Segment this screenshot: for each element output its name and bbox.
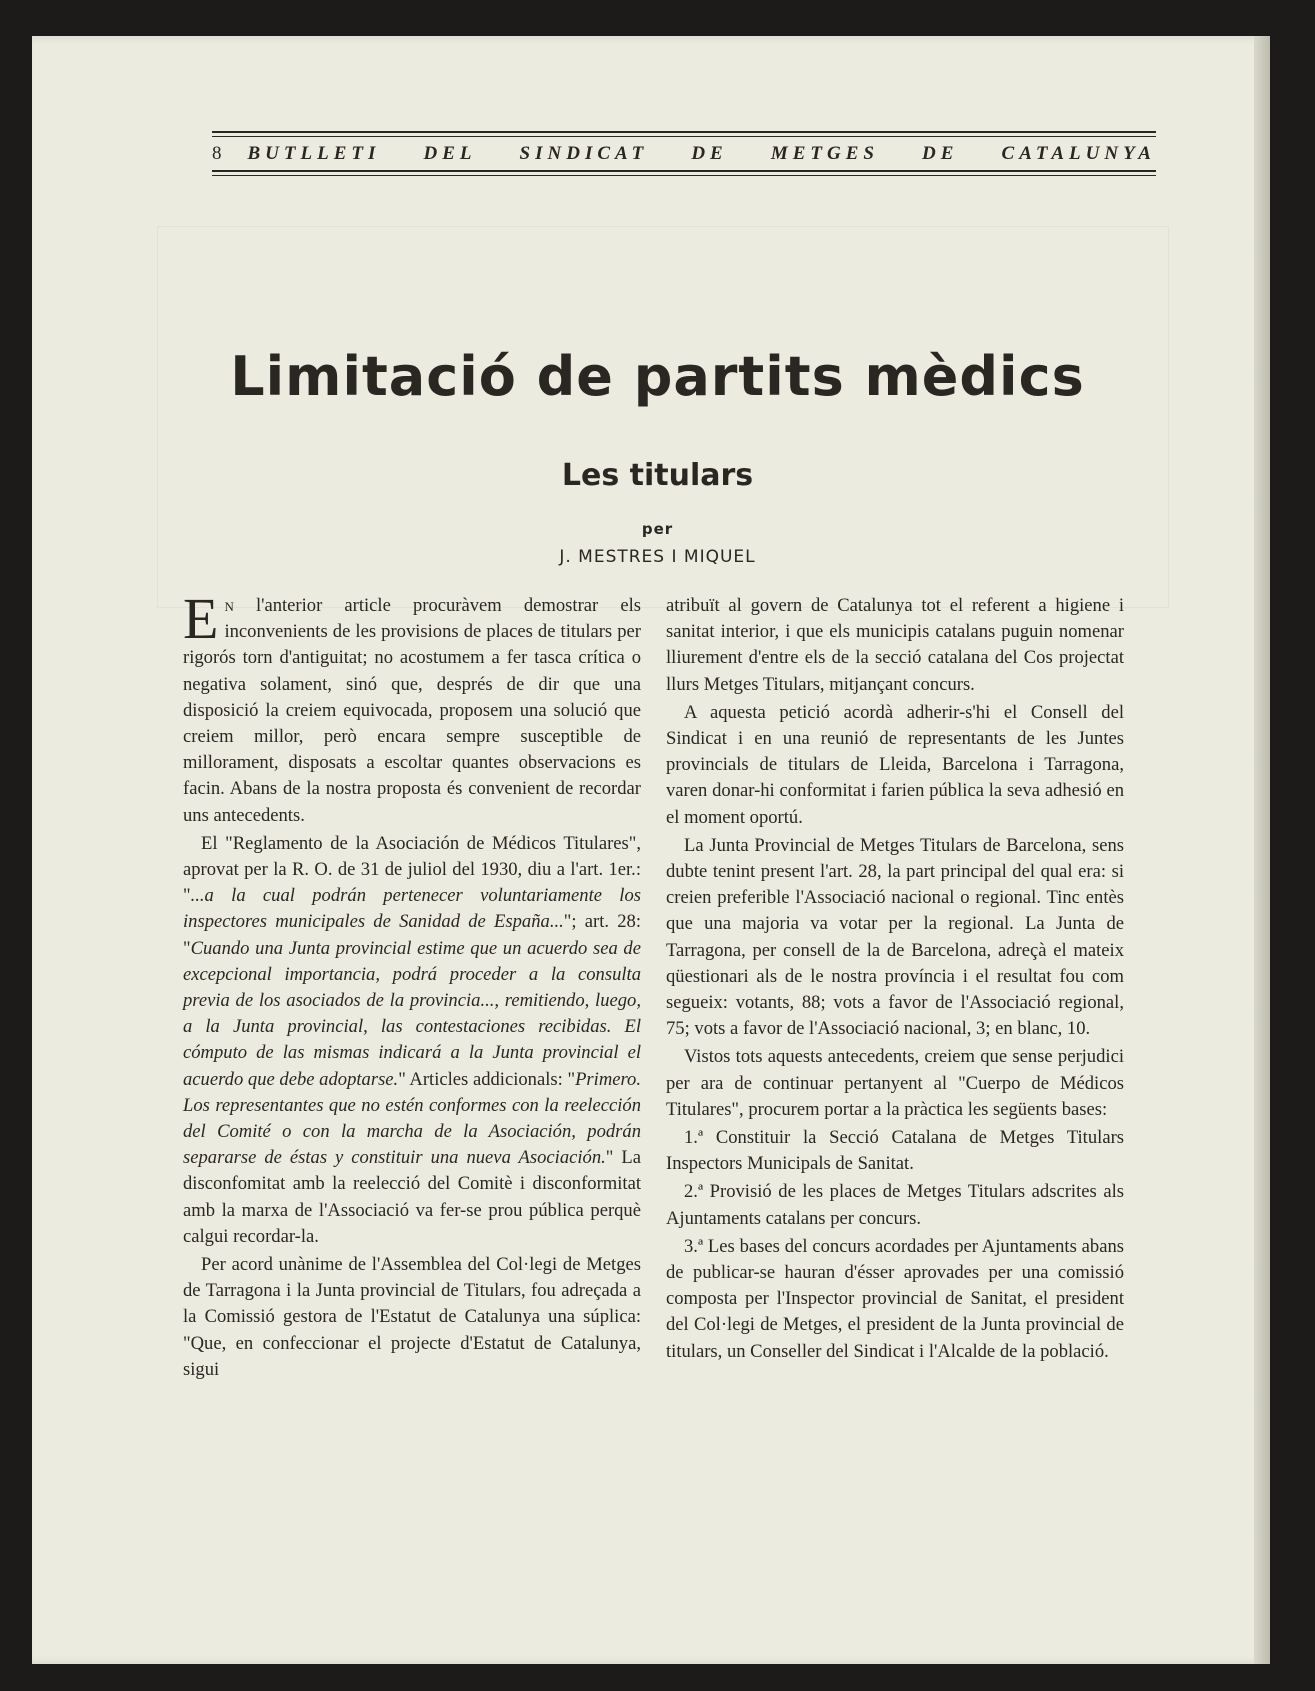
header-rule-bottom-thin bbox=[212, 175, 1156, 176]
article-title: Limitació de partits mèdics bbox=[230, 345, 1085, 408]
base-item: 2.ª Provisió de les places de Metges Titulars adscrites als Ajuntaments catalans per concurs. bbox=[666, 1181, 1124, 1229]
quoted-text: ...a la cual podrán pertenecer voluntariamente los inspectores municipales de Sanidad de España... bbox=[183, 885, 641, 933]
byline-prefix: per bbox=[641, 520, 674, 538]
paragraph-text: " La disconfomitat amb la reelecció del Comitè i disconformitat amb la marxa de l'Associació va fer-se prou pública perquè calgui recordar-la. bbox=[183, 1147, 641, 1247]
running-title-word: DE bbox=[691, 143, 728, 164]
running-title-word: DE bbox=[922, 143, 959, 164]
page-number: 8 bbox=[212, 143, 222, 164]
left-column bbox=[183, 586, 641, 1383]
small-caps-text: n bbox=[224, 595, 234, 616]
author-name: J. MESTRES I MIQUEL bbox=[559, 547, 756, 567]
running-title-word: METGES bbox=[770, 143, 879, 164]
paragraph: atribuït al govern de Catalunya tot el referent a higiene i sanitat interior, i que els municipis catalans puguin nomenar lliurement d'entre els de la secció catalana del Cos projectat llurs Metges Titulars, mitjançant concurs. bbox=[666, 595, 1124, 695]
paragraph-text: l'anterior article procuràvem demostrar els inconvenients de les provisions de places de titulars per rigorós torn d'antiguitat; no acostumem a fer tasca crítica o negativa solament, sinó que, després de dir que una disposició la creiem equivocada, proposem una solució que creiem millor, però encara sempre susceptible de millorament, disposats a escoltar quantes observacions es facin. Abans de la nostra proposta és convenient de recordar uns antecedents. bbox=[183, 595, 641, 826]
paragraph-text: "; art. 28: " bbox=[183, 911, 641, 959]
paragraph bbox=[183, 586, 641, 829]
base-item: 3.ª Les bases del concurs acordades per Ajuntaments abans de publicar-se hauran d'ésser aprovades per una comissió composta per l'Inspector provincial de Sanitat, el president del Col·legi de Metges, el president de la Junta provincial de titulars, un Conseller del Sindicat i l'Alcalde de la població. bbox=[666, 1235, 1124, 1362]
running-title bbox=[248, 143, 1157, 165]
paragraph: La Junta Provincial de Metges Titulars de Barcelona, sens dubte tenint present l'art. 28, la part principal del qual era: si creien preferible l'Associació nacional o regional. Tinc entès que una majoria va votar per la regional. La Junta de Tarragona, per consell de la de Barcelona, adreçà el mateix qüestionari als de le nostra província i el resultat fou com segueix: votants, 88; vots a favor de l'Associació regional, 75; vots a favor de l'Associació nacional, 3; en blanc, 10. bbox=[666, 834, 1124, 1040]
running-title-word: DEL bbox=[423, 143, 477, 164]
drop-cap: E bbox=[183, 586, 219, 651]
paragraph: Vistos tots aquests antecedents, creiem que sense perjudici per ara de continuar pertanyent al "Cuerpo de Médicos Titulares", procurem portar a la pràctica les següents bases: bbox=[666, 1046, 1124, 1120]
running-title-word: CATALUNYA bbox=[1001, 143, 1156, 164]
header-rule-bottom bbox=[212, 170, 1156, 172]
article-subtitle: Les titulars bbox=[561, 458, 754, 493]
running-title-word: SINDICAT bbox=[519, 143, 649, 164]
page-spine-shadow bbox=[1254, 36, 1270, 1664]
base-item: 1.ª Constituir la Secció Catalana de Metges Titulars Inspectors Municipals de Sanitat. bbox=[666, 1127, 1124, 1175]
paragraph-text: " Articles addicionals: " bbox=[398, 1068, 576, 1090]
header-row bbox=[212, 137, 1156, 170]
running-title-word: BUTLLETI bbox=[247, 143, 381, 164]
running-header bbox=[212, 131, 1156, 176]
paragraph bbox=[183, 831, 641, 1250]
quoted-text: Primero. Los representantes que no estén conformes con la reelección del Comité o con la marcha de la Asociación, podrán separarse de éstas y constituir una nueva Asociación. bbox=[183, 1068, 641, 1169]
paragraph: A aquesta petició acordà adherir-s'hi el Consell del Sindicat i en una reunió de representants de les Juntes provincials de titulars de Lleida, Barcelona i Tarragona, varen donar-hi conformitat i farien pública la seva adhesió en el moment oportú. bbox=[666, 701, 1124, 828]
quoted-text: Cuando una Junta provincial estime que un acuerdo sea de excepcional importancia, podrá proceder a la consulta previa de los asociados de la provincia..., remitiendo, luego, a la Junta provincial, las contestaciones recibidas. El cómputo de las mismas indicará a la Junta provincial el acuerdo que debe adoptarse. bbox=[183, 937, 641, 1090]
header-rule-top bbox=[212, 131, 1156, 133]
paragraph: Per acord unànime de l'Assemblea del Col·legi de Metges de Tarragona i la Junta provincial de Titulars, fou adreçada a la Comissió gestora de l'Estatut de Catalunya una súplica: "Que, en confeccionar el projecte d'Estatut de Catalunya, sigui bbox=[183, 1254, 641, 1380]
paragraph-text: El "Reglamento de la Asociación de Médicos Titulares", aprovat per la R. O. de 31 de juliol del 1930, diu a l'art. 1er.: " bbox=[183, 832, 641, 907]
right-column bbox=[666, 593, 1124, 1365]
